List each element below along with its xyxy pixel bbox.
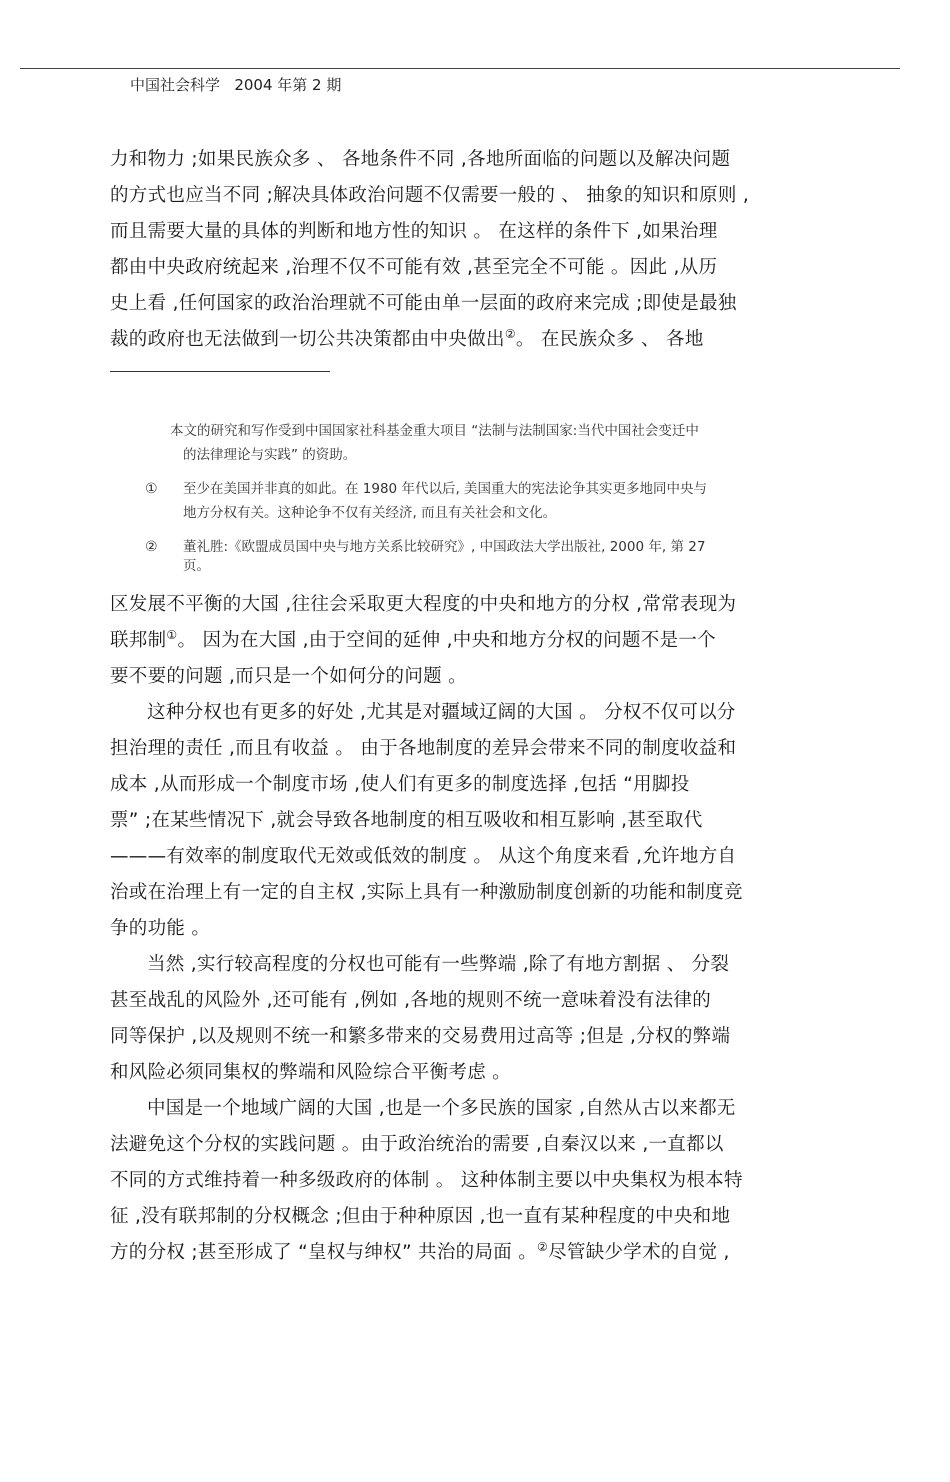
text-line: 区发展不平衡的大国 ,往往会采取更大程度的中央和地方的分权 ,常常表现为 (110, 594, 737, 615)
footnotes (145, 419, 845, 573)
footnote-text: 至少在美国并非真的如此。在 1980 年代以后, 美国重大的宪法论争其实更多地同中央与 (183, 481, 708, 497)
footnote-funding (145, 419, 845, 467)
text-line: 法避免这个分权的实践问题 。由于政治统治的需要 ,自秦汉以来 ,一直都以 (110, 1134, 724, 1155)
footnote-separator (110, 371, 330, 372)
footnote-text: 的法律理论与实践” 的资助。 (183, 447, 357, 463)
text-segment: 裁的政府也无法做到一切公共决策都由中央做出 (110, 329, 505, 350)
footnote-ref: ② (504, 327, 516, 341)
footnote-2 (145, 535, 845, 573)
text-line: 治或在治理上有一定的自主权 ,实际上具有一种激励制度创新的功能和制度竞 (110, 882, 743, 903)
text-line: 征 ,没有联邦制的分权概念 ;但由于种种原因 ,也一直有某种程度的中央和地 (110, 1206, 731, 1227)
text-segment: 。 在民族众多 、 各地 (515, 329, 704, 350)
text-line: 担治理的责任 ,而且有收益 。 由于各地制度的差异会带来不同的制度收益和 (110, 738, 737, 759)
text-line: 中国是一个地域广阔的大国 ,也是一个多民族的国家 ,自然从古以来都无 (147, 1098, 736, 1119)
text-line: 票” ;在某些情况下 ,就会导致各地制度的相互吸收和相互影响 ,甚至取代 (110, 810, 703, 831)
text-line (110, 623, 840, 659)
text-segment: 联邦制 (110, 630, 167, 651)
text-line (110, 1235, 840, 1271)
text-line: 都由中央政府统起来 ,治理不仅不可能有效 ,甚至完全不可能 。因此 ,从历 (110, 257, 718, 278)
text-line (110, 322, 840, 358)
footnote-text: 本文的研究和写作受到中国国家社科基金重大项目 “法制与法制国家:当代中国社会变迁中 (170, 423, 699, 439)
body-text-bottom (110, 587, 840, 1271)
journal-name: 中国社会科学 (130, 76, 221, 94)
text-line: 力和物力 ;如果民族众多 、 各地条件不同 ,各地所面临的问题以及解决问题 (110, 149, 731, 170)
text-line: 当然 ,实行较高程度的分权也可能有一些弊端 ,除了有地方割据 、 分裂 (147, 954, 730, 975)
text-line: 不同的方式维持着一种多级政府的体制 。 这种体制主要以中央集权为根本特 (110, 1170, 743, 1191)
footnote-text: 页。 (183, 558, 210, 574)
text-segment: 方的分权 ;甚至形成了 “皇权与绅权” 共治的局面 。 (110, 1242, 538, 1263)
footnote-text: 董礼胜:《欧盟成员国中央与地方关系比较研究》, 中国政法大学出版社, 2000 年, 第 27 (183, 539, 706, 555)
header-rule (20, 68, 900, 69)
text-line: 和风险必须同集权的弊端和风险综合平衡考虑 。 (110, 1062, 511, 1083)
text-line: ———有效率的制度取代无效或低效的制度 。 从这个角度来看 ,允许地方自 (110, 846, 737, 867)
text-line: 争的功能 。 (110, 918, 211, 939)
issue-number: 2004 年第 2 期 (234, 76, 342, 94)
running-header (130, 74, 341, 95)
footnote-1 (145, 477, 845, 525)
footnote-marker: ② (145, 539, 158, 555)
text-line: 的方式也应当不同 ;解决具体政治问题不仅需要一般的 、 抽象的知识和原则 , (110, 185, 750, 206)
text-line: 要不要的问题 ,而只是一个如何分的问题 。 (110, 666, 467, 687)
text-segment: 。 因为在大国 ,由于空间的延伸 ,中央和地方分权的问题不是一个 (177, 630, 716, 651)
body-text-top (110, 142, 840, 358)
footnote-marker: ① (145, 481, 158, 497)
footnote-ref: ② (537, 1240, 549, 1254)
text-line: 这种分权也有更多的好处 ,尤其是对疆域辽阔的大国 。 分权不仅可以分 (147, 702, 736, 723)
text-line: 成本 ,从而形成一个制度市场 ,使人们有更多的制度选择 ,包括 “用脚投 (110, 774, 690, 795)
text-segment: 尽管缺少学术的自觉 , (548, 1242, 730, 1263)
footnote-ref: ① (166, 628, 178, 642)
text-line: 而且需要大量的具体的判断和地方性的知识 。 在这样的条件下 ,如果治理 (110, 221, 718, 242)
footnote-text: 地方分权有关。这种论争不仅有关经济, 而且有关社会和文化。 (183, 505, 557, 521)
text-line: 甚至战乱的风险外 ,还可能有 ,例如 ,各地的规则不统一意味着没有法律的 (110, 990, 712, 1011)
text-line: 史上看 ,任何国家的政治治理就不可能由单一层面的政府来完成 ;即使是最独 (110, 293, 737, 314)
text-line: 同等保护 ,以及规则不统一和繁多带来的交易费用过高等 ;但是 ,分权的弊端 (110, 1026, 731, 1047)
